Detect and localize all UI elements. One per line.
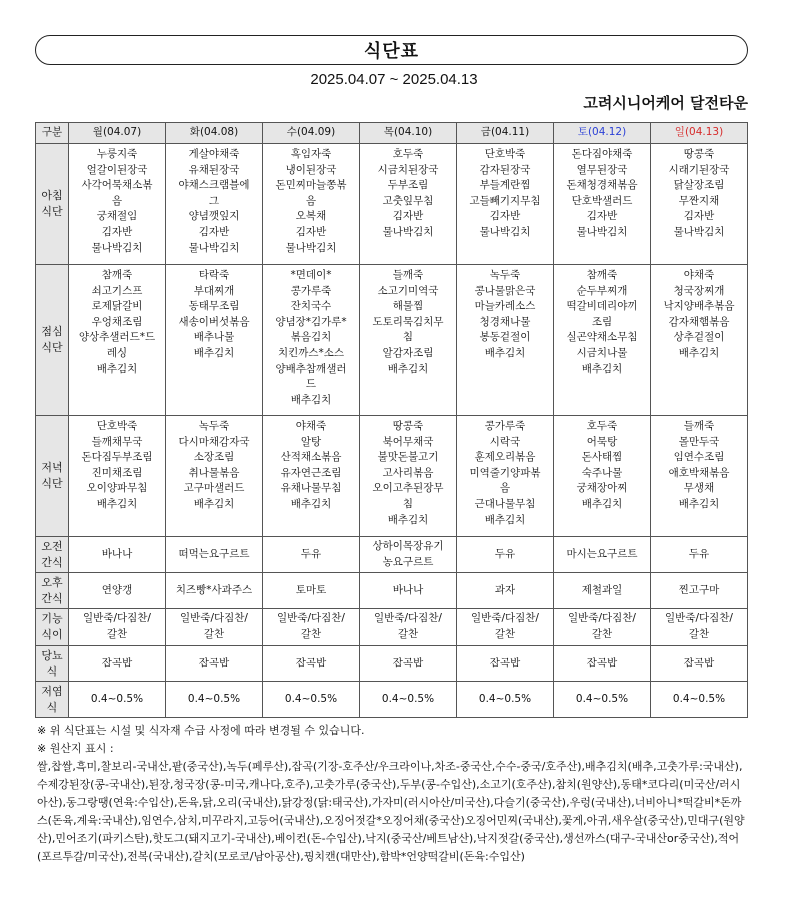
header-day: 일(04.13) xyxy=(651,123,748,144)
menu-cell xyxy=(263,265,360,416)
menu-item: 닭살장조림 xyxy=(673,179,725,192)
menu-item: 갈찬 xyxy=(494,628,516,640)
menu-item: 해물찜 xyxy=(392,300,424,313)
menu-item: 들깨죽 xyxy=(683,420,715,432)
menu-period: 2025.04.07 ~ 2025.04.13 xyxy=(310,71,478,88)
row-label xyxy=(36,573,69,609)
menu-item: 다시마채감자국 xyxy=(178,435,250,448)
afternoon-snack-row xyxy=(36,573,748,609)
notice-text: ※ 위 식단표는 시설 및 식자재 수급 사정에 따라 변경될 수 있습니다. xyxy=(37,724,365,737)
menu-item: 취나물볶음 xyxy=(188,466,240,479)
table-header-row xyxy=(36,123,748,144)
menu-cell xyxy=(166,609,263,646)
menu-item: 훈제오리볶음 xyxy=(474,451,536,464)
menu-item: 타락죽 xyxy=(198,269,230,281)
menu-cell xyxy=(69,144,166,265)
menu-item: 얼갈이된장국 xyxy=(86,163,148,176)
menu-item: 두유 xyxy=(688,547,710,560)
menu-cell xyxy=(166,537,263,573)
menu-cell xyxy=(166,416,263,537)
menu-item: 오복채 xyxy=(295,210,327,223)
menu-item: 미역줄기양파볶 xyxy=(469,466,541,479)
menu-item: 0.4~0.5% xyxy=(575,692,629,705)
menu-item: 야채스크램블에 xyxy=(178,179,250,192)
menu-item: 낙지양배추볶음 xyxy=(663,300,735,313)
lunch-row xyxy=(36,265,748,416)
menu-item: 찐고구마 xyxy=(678,583,720,596)
menu-item: 그 xyxy=(208,194,220,207)
menu-item: 애호박채볶음 xyxy=(668,466,730,479)
row-label-line: 식단 xyxy=(41,477,63,490)
menu-item: 양상추샐러드*드 xyxy=(78,331,156,344)
row-label-line: 식 xyxy=(46,664,58,678)
header-day: 월(04.07) xyxy=(69,123,166,144)
menu-item: 침 xyxy=(402,497,414,510)
menu-item: 갈찬 xyxy=(106,628,128,640)
menu-cell xyxy=(457,646,554,682)
menu-cell xyxy=(263,609,360,646)
menu-item: 청국장찌개 xyxy=(673,284,725,297)
menu-table xyxy=(35,122,748,718)
menu-cell xyxy=(360,144,457,265)
menu-item: 상하이목장유기 xyxy=(372,539,444,552)
menu-item: 양배추참깨샐러 xyxy=(275,362,347,375)
page-title: 식단표 xyxy=(35,35,748,65)
menu-item: 물나박김치 xyxy=(188,241,240,254)
menu-cell xyxy=(554,416,651,537)
menu-item: 물나박김치 xyxy=(91,241,143,254)
menu-cell xyxy=(554,144,651,265)
menu-item: 참깨죽 xyxy=(586,269,618,281)
menu-item: 실곤약채소무침 xyxy=(566,331,638,344)
menu-item: 땅콩죽 xyxy=(683,148,715,160)
menu-item: 흑임자죽 xyxy=(290,148,332,160)
menu-cell xyxy=(69,537,166,573)
menu-item: 야채죽 xyxy=(683,269,715,281)
menu-cell xyxy=(651,416,748,537)
menu-item: 진미채조림 xyxy=(91,466,143,479)
menu-item: 참깨죽 xyxy=(101,269,133,281)
menu-cell xyxy=(69,646,166,682)
menu-item: 도토리묵김치무 xyxy=(372,315,444,328)
menu-item: 들깨채무국 xyxy=(91,435,143,448)
menu-item: 부대찌개 xyxy=(193,284,235,297)
menu-item: 일반죽/다짐찬/ xyxy=(665,612,733,625)
menu-item: 양념장*김가루* xyxy=(275,315,347,328)
menu-item: 배추김치 xyxy=(484,513,526,526)
menu-item: 단호박샐러드 xyxy=(571,194,633,207)
menu-cell xyxy=(457,416,554,537)
menu-item: 어묵탕 xyxy=(586,435,618,448)
menu-item: 근대나물무침 xyxy=(474,497,536,510)
menu-item: 떠먹는요구르트 xyxy=(178,547,250,560)
menu-item: 콩가루죽 xyxy=(290,284,332,297)
row-label-line: 아침 xyxy=(41,189,63,202)
origin-list: 쌀,찹쌀,흑미,찰보리-국내산,팥(중국산),녹두(페루산),잡곡(기장-호주산/우크라이나,차조-중국산,수수-중국/호주산),배추김치(배추,고춧가루:국내산),수제강된장(콩-국내산),된장,청국장(콩-미국,캐나다,호주),고춧가루(중국산),두부(콩-수입산),소고기(호주산),참치(원양산),동태*코다리(미국산/러시아산),동그랑땡(연육:수입산),돈육,닭,오리(국내산),닭강정(닭:태국산),가자미(러시아산/미국산),다슬기(중국산),우렁(국내산),너비아니*떡갈비*돈까스(돈육,계육:국내산),임연수,삼치,미꾸라지,고등어(국내산),오징어젓갈*오징어채(중국산)오징어민찌(국내산),꽃게,아귀,새우살(중국산),민대구(원양산),민어조기(파키스탄),핫도그(돼지고기-국내산),베이컨(돈-수입산),낙지(중국산/베트남산),낙지젓갈(중국산),생선까스(대구-국내산or중국산),적어(포르투갈/미국산),전복(국내산),갈치(모로코/남아공산),꿩치캔(대만산),함박*언양떡갈비(돈육:수입산) xyxy=(37,760,745,863)
menu-item: 시락국 xyxy=(489,435,521,448)
menu-item: 쇠고기스프 xyxy=(91,284,143,297)
diabetic-diet-row xyxy=(36,646,748,682)
menu-item: 궁채장아찌 xyxy=(576,482,628,495)
menu-item: 치즈빵*사과주스 xyxy=(175,583,253,596)
menu-cell xyxy=(263,682,360,718)
menu-item: 배추김치 xyxy=(193,497,235,510)
menu-cell xyxy=(360,646,457,682)
menu-cell xyxy=(457,682,554,718)
menu-cell xyxy=(651,265,748,416)
menu-cell xyxy=(457,144,554,265)
menu-item: 청경채나물 xyxy=(479,315,531,328)
menu-item: 연양갱 xyxy=(101,583,133,596)
menu-item: 돈다짐야채죽 xyxy=(571,148,633,160)
menu-cell xyxy=(457,573,554,609)
menu-item: 떡갈비데리야끼 xyxy=(566,300,638,313)
dinner-row xyxy=(36,416,748,537)
menu-item: 불맛돈불고기 xyxy=(377,451,439,464)
menu-cell xyxy=(651,573,748,609)
menu-item: 유자연근조림 xyxy=(280,466,342,479)
menu-item: 배추김치 xyxy=(387,513,429,526)
menu-item: 침 xyxy=(402,331,414,344)
menu-item: 마늘카레소스 xyxy=(474,300,536,313)
low-salt-diet-row xyxy=(36,682,748,718)
header-corner: 구분 xyxy=(36,123,69,144)
menu-item: 산적채소볶음 xyxy=(280,451,342,464)
row-label-line: 식 xyxy=(46,700,58,714)
header-day: 수(04.09) xyxy=(263,123,360,144)
row-label xyxy=(36,646,69,682)
menu-item: 잡곡밥 xyxy=(392,656,424,669)
menu-item: 고춧잎무침 xyxy=(382,194,434,207)
row-label xyxy=(36,144,69,265)
menu-item: 배추김치 xyxy=(581,362,623,375)
menu-item: 유채나물무침 xyxy=(280,482,342,495)
menu-item: 마시는요구르트 xyxy=(566,547,638,560)
menu-cell xyxy=(360,416,457,537)
menu-cell xyxy=(554,573,651,609)
row-label-line: 식단 xyxy=(41,341,63,354)
menu-item: 봉동겉절이 xyxy=(479,331,531,344)
menu-item: 열무된장국 xyxy=(576,163,628,176)
menu-item: 과자 xyxy=(494,583,516,596)
menu-item: 배추김치 xyxy=(678,497,720,510)
row-label-line: 오전 xyxy=(41,539,63,553)
menu-item: 궁채절임 xyxy=(96,210,138,223)
menu-item: 배추나물 xyxy=(193,331,235,344)
menu-item: 단호박죽 xyxy=(484,148,526,160)
menu-item: 임연수조림 xyxy=(673,451,725,464)
menu-item: 단호박죽 xyxy=(96,420,138,432)
menu-cell xyxy=(651,609,748,646)
menu-item: 오이양파무침 xyxy=(86,482,148,495)
menu-cell xyxy=(651,646,748,682)
menu-item: 바나나 xyxy=(392,583,424,596)
menu-item: 김자반 xyxy=(683,210,715,223)
menu-cell xyxy=(69,265,166,416)
menu-item: 게살야채죽 xyxy=(188,148,240,160)
menu-item: 돈채청경채볶음 xyxy=(566,179,638,192)
menu-item: 부들계란찜 xyxy=(479,179,531,192)
menu-item: 잡곡밥 xyxy=(586,656,618,669)
menu-item: 치킨까스*소스 xyxy=(277,346,345,359)
row-label-line: 저염 xyxy=(41,684,63,698)
menu-item: 고들빼기지무침 xyxy=(469,194,541,207)
menu-item: 김자반 xyxy=(101,225,133,238)
menu-item: 잡곡밥 xyxy=(101,656,133,669)
menu-item: 시금치나물 xyxy=(576,346,628,359)
menu-item: 음 xyxy=(499,482,511,495)
menu-item: 일반죽/다짐찬/ xyxy=(374,612,442,625)
menu-item: 돈다짐두부조림 xyxy=(81,451,153,464)
menu-item: 몰만두국 xyxy=(678,435,720,448)
menu-item: 0.4~0.5% xyxy=(187,692,241,705)
menu-item: 들깨죽 xyxy=(392,269,424,281)
menu-item: 물나박김치 xyxy=(285,241,337,254)
menu-cell xyxy=(360,537,457,573)
menu-item: 동태무조림 xyxy=(188,300,240,313)
menu-item: 알감자조림 xyxy=(382,346,434,359)
row-label-line: 저녁 xyxy=(41,461,63,474)
row-label-line: 당뇨 xyxy=(41,648,63,662)
menu-item: 배추김치 xyxy=(96,497,138,510)
menu-item: 일반죽/다짐찬/ xyxy=(180,612,248,625)
menu-cell xyxy=(651,144,748,265)
menu-cell xyxy=(263,573,360,609)
menu-cell xyxy=(554,609,651,646)
menu-item: 잡곡밥 xyxy=(295,656,327,669)
menu-cell xyxy=(554,682,651,718)
row-label-line: 오후 xyxy=(41,575,63,589)
menu-item: 물나박김치 xyxy=(479,225,531,238)
row-label-line: 식이 xyxy=(41,628,63,641)
menu-item: 소고기미역국 xyxy=(377,284,439,297)
menu-item: 야채죽 xyxy=(295,420,327,432)
menu-item: 물나박김치 xyxy=(382,225,434,238)
menu-item: 호두죽 xyxy=(586,420,618,432)
menu-cell xyxy=(457,537,554,573)
menu-item: 바나나 xyxy=(101,547,133,560)
menu-cell xyxy=(554,537,651,573)
menu-item: 콩가루죽 xyxy=(484,420,526,432)
menu-cell xyxy=(263,144,360,265)
menu-item: 배추김치 xyxy=(387,362,429,375)
menu-item: 김자반 xyxy=(586,210,618,223)
row-label-line: 간식 xyxy=(41,555,63,569)
menu-item: 일반죽/다짐찬/ xyxy=(568,612,636,625)
menu-item: 숙주나물 xyxy=(581,466,623,479)
menu-item: 일반죽/다짐찬/ xyxy=(83,612,151,625)
menu-item: 레싱 xyxy=(106,346,128,359)
menu-cell xyxy=(166,682,263,718)
menu-cell xyxy=(263,416,360,537)
menu-item: 배추김치 xyxy=(96,362,138,375)
menu-item: 녹두죽 xyxy=(198,420,230,432)
menu-item: 돈민찌마늘쫑볶 xyxy=(275,179,347,192)
menu-item: 토마토 xyxy=(295,583,327,596)
menu-cell xyxy=(263,646,360,682)
menu-item: 갈찬 xyxy=(300,628,322,640)
menu-item: 잔치국수 xyxy=(290,300,332,313)
menu-item: 김자반 xyxy=(489,210,521,223)
menu-item: 시금치된장국 xyxy=(377,163,439,176)
menu-item: 알탕 xyxy=(300,435,322,448)
menu-cell xyxy=(360,609,457,646)
header-day: 토(04.12) xyxy=(554,123,651,144)
menu-item: 0.4~0.5% xyxy=(90,692,144,705)
menu-cell xyxy=(360,573,457,609)
menu-item: 0.4~0.5% xyxy=(381,692,435,705)
menu-item: 0.4~0.5% xyxy=(478,692,532,705)
menu-item: 돈사태찜 xyxy=(581,451,623,464)
menu-cell xyxy=(69,573,166,609)
menu-item: 0.4~0.5% xyxy=(284,692,338,705)
row-label-line: 간식 xyxy=(41,591,63,605)
menu-cell xyxy=(166,265,263,416)
menu-item: 배추김치 xyxy=(193,346,235,359)
menu-cell xyxy=(554,265,651,416)
menu-item: *면데이* xyxy=(290,269,332,281)
menu-item: 냉이된장국 xyxy=(285,163,337,176)
menu-cell xyxy=(360,682,457,718)
menu-item: 음 xyxy=(305,194,317,207)
menu-item: 일반죽/다짐찬/ xyxy=(471,612,539,625)
menu-item: 녹두죽 xyxy=(489,269,521,281)
menu-item: 물나박김치 xyxy=(576,225,628,238)
menu-item: 두부조림 xyxy=(387,179,429,192)
menu-item: 제철과일 xyxy=(581,583,623,596)
row-label xyxy=(36,682,69,718)
header-day: 목(04.10) xyxy=(360,123,457,144)
menu-item: 북어무채국 xyxy=(382,435,434,448)
menu-item: 감자된장국 xyxy=(479,163,531,176)
menu-item: 갈찬 xyxy=(397,628,419,640)
menu-item: 땅콩죽 xyxy=(392,420,424,432)
header-day: 화(04.08) xyxy=(166,123,263,144)
menu-item: 일반죽/다짐찬/ xyxy=(277,612,345,625)
header-day: 금(04.11) xyxy=(457,123,554,144)
row-label xyxy=(36,416,69,537)
origin-heading: ※ 원산지 표시 : xyxy=(37,742,114,755)
menu-item: 김자반 xyxy=(198,225,230,238)
menu-item: 로제닭갈비 xyxy=(91,300,143,313)
menu-cell xyxy=(166,646,263,682)
row-label-line: 식단 xyxy=(41,205,63,218)
menu-cell xyxy=(651,682,748,718)
menu-cell xyxy=(554,646,651,682)
menu-item: 오이고추된장무 xyxy=(372,482,444,495)
menu-item: 김자반 xyxy=(295,225,327,238)
menu-item: 잡곡밥 xyxy=(489,656,521,669)
menu-item: 잡곡밥 xyxy=(683,656,715,669)
menu-item: 물나박김치 xyxy=(673,225,725,238)
menu-item: 무생채 xyxy=(683,482,715,495)
row-label-line: 점심 xyxy=(41,325,63,338)
menu-item: 배추김치 xyxy=(581,497,623,510)
menu-item: 두유 xyxy=(494,547,516,560)
menu-item: 볶음김치 xyxy=(290,331,332,344)
menu-item: 순두부찌개 xyxy=(576,284,628,297)
menu-item: 유채된장국 xyxy=(188,163,240,176)
menu-item: 콩나물맑은국 xyxy=(474,284,536,297)
menu-item: 우엉채조림 xyxy=(91,315,143,328)
menu-item: 호두죽 xyxy=(392,148,424,160)
menu-cell xyxy=(166,144,263,265)
menu-item: 갈찬 xyxy=(591,628,613,640)
menu-item: 감자채햄볶음 xyxy=(668,315,730,328)
menu-item: 새송이버섯볶음 xyxy=(178,315,250,328)
menu-item: 사각어묵채소볶 xyxy=(81,179,153,192)
menu-item: 배추김치 xyxy=(678,346,720,359)
menu-item: 두유 xyxy=(300,547,322,560)
menu-cell xyxy=(69,416,166,537)
menu-item: 0.4~0.5% xyxy=(672,692,726,705)
menu-item: 소장조림 xyxy=(193,451,235,464)
breakfast-row xyxy=(36,144,748,265)
menu-item: 음 xyxy=(111,194,123,207)
menu-item: 갈찬 xyxy=(203,628,225,640)
menu-item: 배추김치 xyxy=(484,346,526,359)
notes-section xyxy=(37,722,749,866)
row-label-line: 기능 xyxy=(41,612,63,625)
menu-item: 상추겉절이 xyxy=(673,331,725,344)
morning-snack-row xyxy=(36,537,748,573)
menu-cell xyxy=(69,609,166,646)
menu-cell xyxy=(166,573,263,609)
menu-item: 농요구르트 xyxy=(382,555,434,568)
menu-item: 김자반 xyxy=(392,210,424,223)
menu-item: 누룽지죽 xyxy=(96,148,138,160)
menu-item: 잡곡밥 xyxy=(198,656,230,669)
facility-name: 고려시니어케어 달전타운 xyxy=(583,94,748,112)
menu-item: 배추김치 xyxy=(290,497,332,510)
menu-cell xyxy=(457,265,554,416)
row-label xyxy=(36,609,69,646)
functional-diet-row xyxy=(36,609,748,646)
menu-item: 무짠지채 xyxy=(678,194,720,207)
row-label xyxy=(36,537,69,573)
menu-item: 갈찬 xyxy=(688,628,710,640)
menu-cell xyxy=(651,537,748,573)
menu-item: 배추김치 xyxy=(290,393,332,406)
menu-item: 고구마샐러드 xyxy=(183,482,245,495)
menu-cell xyxy=(360,265,457,416)
menu-item: 시래기된장국 xyxy=(668,163,730,176)
menu-cell xyxy=(263,537,360,573)
menu-cell xyxy=(69,682,166,718)
menu-item: 조림 xyxy=(591,315,613,328)
menu-cell xyxy=(457,609,554,646)
menu-item: 드 xyxy=(305,378,317,391)
row-label xyxy=(36,265,69,416)
menu-item: 고사리볶음 xyxy=(382,466,434,479)
menu-item: 양념깻잎지 xyxy=(188,210,240,223)
